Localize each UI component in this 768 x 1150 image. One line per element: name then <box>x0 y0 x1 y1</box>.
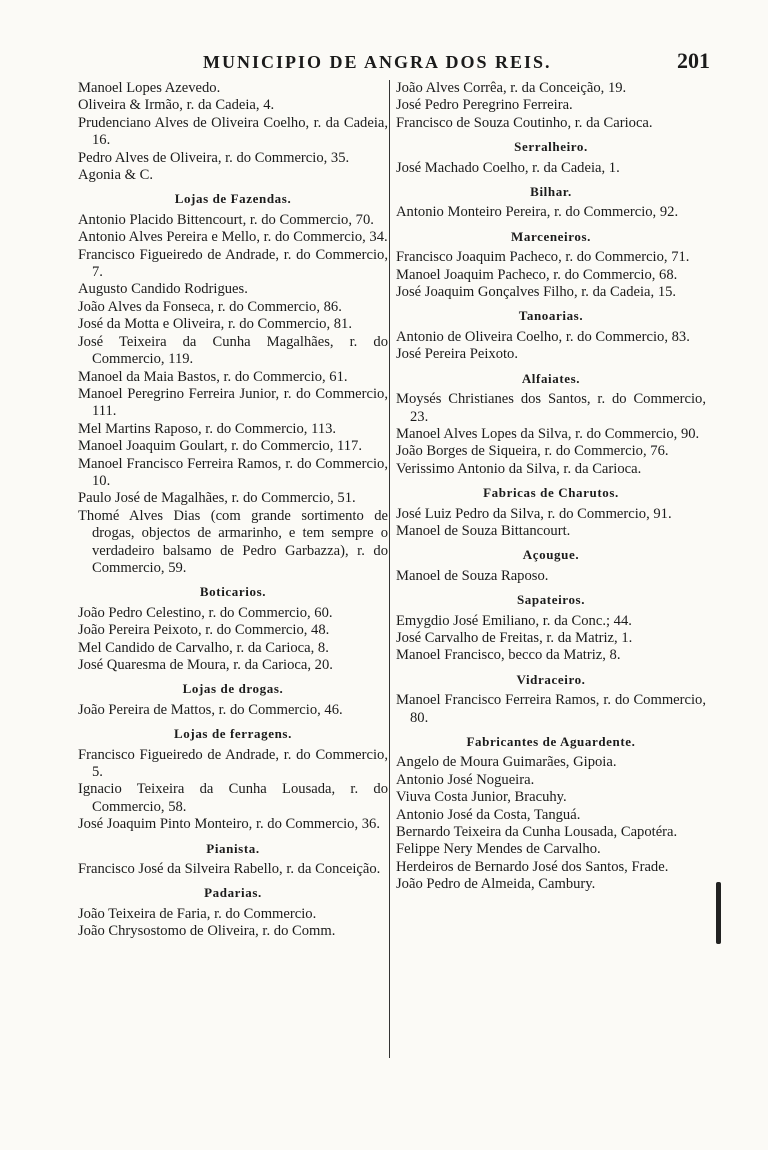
directory-entry: José Joaquim Pinto Monteiro, r. do Commercio, 36. <box>78 816 380 833</box>
section-heading: Lojas de Fazendas. <box>174 191 292 207</box>
directory-entry: Augusto Candido Rodrigues. <box>78 281 248 298</box>
directory-entry: João Pedro Celestino, r. do Commercio, 60. <box>78 604 333 621</box>
directory-entry: Antonio José da Costa, Tanguá. <box>396 806 581 823</box>
directory-entry: Manoel Lopes Azevedo. <box>78 80 221 96</box>
section-heading: Lojas de ferragens. <box>174 726 292 742</box>
directory-entry: José Luiz Pedro da Silva, r. do Commercio, 91. <box>396 505 672 522</box>
directory-entry: Mel Martins Raposo, r. do Commercio, 113. <box>78 420 337 437</box>
directory-entry: Manoel de Souza Raposo. <box>396 567 549 584</box>
column-divider <box>389 80 390 1058</box>
section-heading: Fabricas de Charutos. <box>483 485 619 501</box>
directory-entry: Viuva Costa Junior, Bracuhy. <box>396 789 567 806</box>
directory-entry: Manoel Joaquim Pacheco, r. do Commercio, 68. <box>396 266 678 283</box>
left-column <box>78 80 388 941</box>
directory-entry: Antonio José Nogueira. <box>396 771 535 788</box>
section-heading: Pianista. <box>206 840 260 856</box>
section-heading: Tanoarias. <box>518 308 584 324</box>
directory-entry: Angelo de Moura Guimarães, Gipoia. <box>396 754 617 771</box>
directory-entry: João Alves da Fonseca, r. do Commercio, 86. <box>78 298 342 315</box>
directory-entry: José Machado Coelho, r. da Cadeia, 1. <box>396 159 620 176</box>
directory-entry: Manoel Francisco Ferreira Ramos, r. do Commercio, 80. <box>396 692 706 726</box>
directory-entry: Antonio de Oliveira Coelho, r. do Commercio, 83. <box>396 328 690 345</box>
directory-entry: Verissimo Antonio da Silva, r. da Carioca. <box>396 460 642 477</box>
section-heading: Serralheiro. <box>514 139 588 155</box>
section-heading: Marceneiros. <box>510 228 591 244</box>
directory-entry: Francisco Joaquim Pacheco, r. do Commercio, 71. <box>396 249 690 266</box>
page-header <box>78 48 710 78</box>
directory-entry: Prudenciano Alves de Oliveira Coelho, r. da Cadeia, 16. <box>78 114 388 149</box>
directory-entry: Manoel Francisco Ferreira Ramos, r. do Commercio, 10. <box>78 455 388 489</box>
section-heading: Lojas de drogas. <box>182 681 284 697</box>
section-heading: Padarias. <box>204 885 262 901</box>
right-column <box>396 80 706 894</box>
directory-entry: Manoel Francisco, becco da Matriz, 8. <box>396 647 621 664</box>
directory-entry: Bernardo Teixeira da Cunha Lousada, Capotéra. <box>396 824 678 841</box>
directory-entry: João Pereira Peixoto, r. do Commercio, 48. <box>78 622 330 639</box>
directory-entry: João Pedro de Almeida, Cambury. <box>396 876 596 893</box>
directory-entry: João Teixeira de Faria, r. do Commercio. <box>78 905 317 922</box>
section-heading: Bilhar. <box>530 184 572 200</box>
section-heading: Sapateiros. <box>516 592 586 608</box>
directory-entry: Agonia & C. <box>78 167 153 184</box>
directory-entry: Antonio Placido Bittencourt, r. do Commercio, 70. <box>78 211 374 228</box>
directory-entry: Manoel de Souza Bittancourt. <box>396 522 571 539</box>
directory-entry: João Borges de Siqueira, r. do Commercio, 76. <box>396 443 669 460</box>
section-heading: Boticarios. <box>199 584 267 600</box>
page-number: 201 <box>677 48 710 73</box>
directory-entry: José Pereira Peixoto. <box>396 346 518 363</box>
directory-entry: Pedro Alves de Oliveira, r. do Commercio, 35. <box>78 149 350 166</box>
margin-mark <box>716 882 721 944</box>
directory-entry: José Joaquim Gonçalves Filho, r. da Cadeia, 15. <box>396 284 677 301</box>
section-heading: Alfaiates. <box>521 370 581 386</box>
directory-entry: João Alves Corrêa, r. da Conceição, 19. <box>396 80 627 96</box>
directory-entry: Emygdio José Emiliano, r. da Conc.; 44. <box>396 612 632 629</box>
directory-entry: Francisco de Souza Coutinho, r. da Carioca. <box>396 114 653 131</box>
directory-entry: Manoel Joaquim Goulart, r. do Commercio, 117. <box>78 438 362 455</box>
section-heading: Fabricantes de Aguardente. <box>466 734 636 749</box>
directory-entry: Francisco Figueiredo de Andrade, r. do Commercio, 7. <box>78 246 388 281</box>
directory-entry: José Teixeira da Cunha Magalhães, r. do Commercio, 119. <box>78 333 388 368</box>
directory-entry: José Carvalho de Freitas, r. da Matriz, 1. <box>396 629 633 646</box>
directory-entry: João Pereira de Mattos, r. do Commercio, 46. <box>78 701 343 718</box>
directory-entry: Antonio Alves Pereira e Mello, r. do Commercio, 34. <box>78 229 388 246</box>
directory-entry: Felippe Nery Mendes de Carvalho. <box>396 841 601 858</box>
directory-entry: Manoel Peregrino Ferreira Junior, r. do Commercio, 111. <box>78 385 388 420</box>
page-title: MUNICIPIO DE ANGRA DOS REIS. <box>203 52 552 72</box>
directory-entry: Herdeiros de Bernardo José dos Santos, Frade. <box>396 858 669 875</box>
directory-entry: Manoel da Maia Bastos, r. do Commercio, 61. <box>78 368 348 385</box>
directory-entry: Oliveira & Irmão, r. da Cadeia, 4. <box>78 97 275 114</box>
directory-entry: Francisco Figueiredo de Andrade, r. do Commercio, 5. <box>78 746 388 781</box>
directory-entry: Paulo José de Magalhães, r. do Commercio, 51. <box>78 490 356 507</box>
directory-entry: Ignacio Teixeira da Cunha Lousada, r. do Commercio, 58. <box>78 781 388 815</box>
directory-entry: Francisco José da Silveira Rabello, r. da Conceição. <box>78 861 381 878</box>
directory-entry: Thomé Alves Dias (com grande sortimento de drogas, objectos de armarinho, e tem sempre o verdadeiro balsamo de Pedro Garbazza), r. do Commercio, 59. <box>78 507 388 576</box>
directory-entry: Moysés Christianes dos Santos, r. do Commercio, 23. <box>396 391 706 425</box>
directory-entry: Manoel Alves Lopes da Silva, r. do Commercio, 90. <box>396 425 700 442</box>
directory-entry: Mel Candido de Carvalho, r. da Carioca, 8. <box>78 639 329 656</box>
directory-entry: José Pedro Peregrino Ferreira. <box>396 97 573 114</box>
directory-entry: Antonio Monteiro Pereira, r. do Commercio, 92. <box>396 204 679 221</box>
directory-entry: José da Motta e Oliveira, r. do Commercio, 81. <box>78 316 352 333</box>
section-heading: Vidraceiro. <box>516 671 586 687</box>
directory-entry: João Chrysostomo de Oliveira, r. do Comm. <box>78 923 336 940</box>
section-heading: Açougue. <box>522 547 580 563</box>
directory-entry: José Quaresma de Moura, r. da Carioca, 20. <box>78 657 333 673</box>
